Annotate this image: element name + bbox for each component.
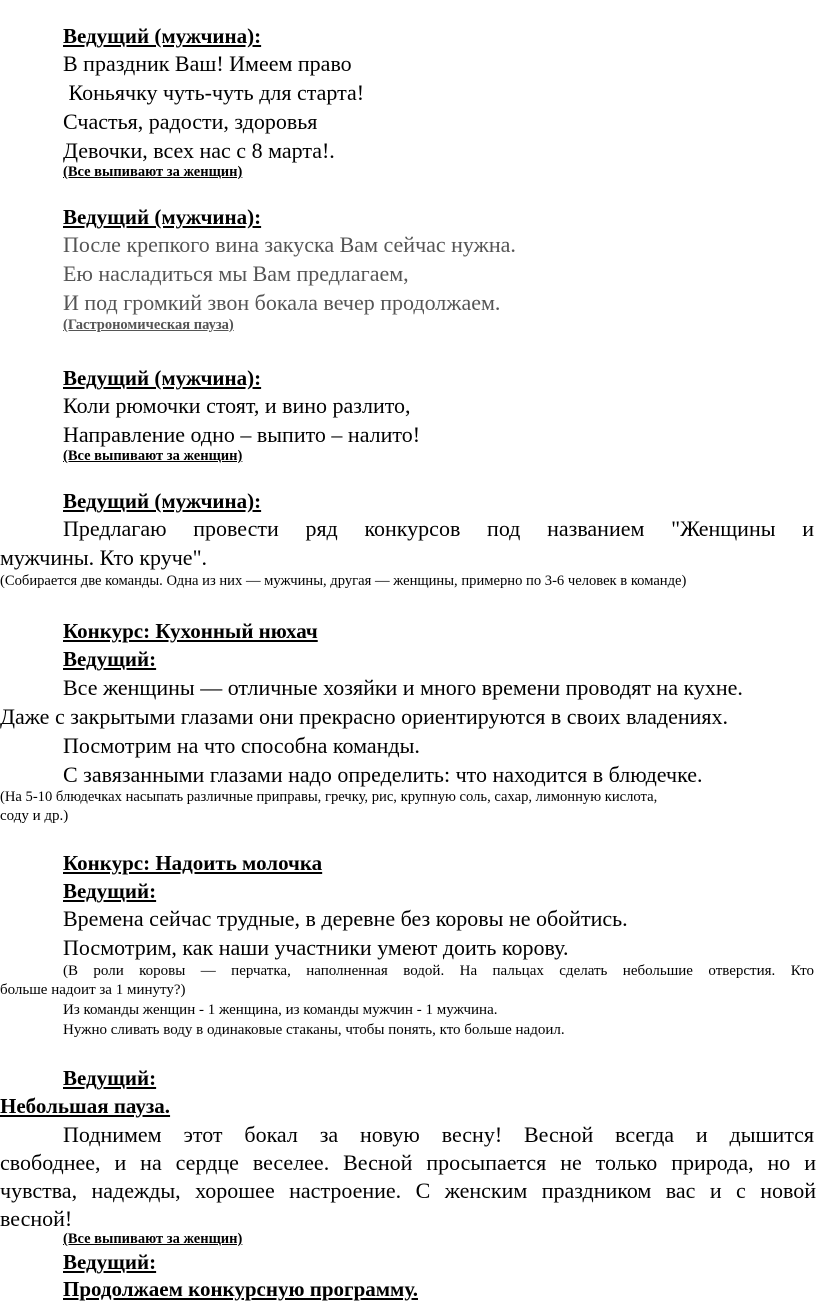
host-heading: Ведущий: bbox=[63, 1250, 157, 1274]
paragraph-line: чувства, надежды, хорошее настроение. С женским праздником вас и с новой bbox=[0, 1178, 816, 1203]
host-heading: Ведущий: bbox=[63, 1066, 157, 1090]
contest-title: Конкурс: Надоить молочка bbox=[63, 851, 323, 875]
verse-line: Счастья, радости, здоровья bbox=[63, 109, 318, 134]
paragraph-line: Посмотрим на что способна команды. bbox=[63, 733, 420, 758]
stage-note: Из команды женщин - 1 женщина, из команды мужчин - 1 мужчина. bbox=[63, 1002, 498, 1018]
paragraph-line: свободнее, и на сердце веселее. Весной просыпается не только природа, но и bbox=[0, 1150, 816, 1175]
host-heading: Ведущий (мужчина): bbox=[63, 366, 262, 390]
paragraph-line: Предлагаю провести ряд конкурсов под названием "Женщины и bbox=[63, 516, 814, 541]
host-heading: Ведущий: bbox=[63, 647, 157, 671]
stage-note: больше надоит за 1 минуту?) bbox=[0, 982, 186, 998]
stage-note: (Собирается две команды. Одна из них — мужчины, другая — женщины, примерно по 3-6 человек в команде) bbox=[0, 573, 687, 589]
paragraph-line: Времена сейчас трудные, в деревне без коровы не обойтись. bbox=[63, 906, 628, 931]
paragraph-line: Поднимем этот бокал за новую весну! Весной всегда и дышится bbox=[63, 1122, 814, 1147]
stage-note: (Все выпивают за женщин) bbox=[63, 164, 243, 180]
paragraph-line: весной! bbox=[0, 1206, 73, 1231]
stage-note: (Все выпивают за женщин) bbox=[63, 448, 243, 464]
verse-line: Девочки, всех нас с 8 марта!. bbox=[63, 138, 335, 163]
contest-title: Конкурс: Кухонный нюхач bbox=[63, 619, 318, 643]
stage-note: соду и др.) bbox=[0, 808, 69, 824]
host-heading: Ведущий (мужчина): bbox=[63, 205, 262, 229]
stage-note: Нужно сливать воду в одинаковые стаканы, чтобы понять, кто больше надоил. bbox=[63, 1022, 565, 1038]
paragraph-line: С завязанными глазами надо определить: что находится в блюдечке. bbox=[63, 762, 703, 787]
verse-line: В праздник Ваш! Имеем право bbox=[63, 51, 352, 76]
stage-note: (В роли коровы — перчатка, наполненная водой. На пальцах сделать небольшие отверстия. Кто bbox=[63, 963, 814, 979]
host-heading: Ведущий (мужчина): bbox=[63, 489, 262, 513]
verse-line: Направление одно – выпито – налито! bbox=[63, 422, 421, 447]
program-title: Продолжаем конкурсную программу. bbox=[63, 1277, 419, 1301]
stage-note: (На 5-10 блюдечках насыпать различные приправы, гречку, рис, крупную соль, сахар, лимонную кислота, bbox=[0, 789, 658, 805]
stage-note: (Гастрономическая пауза) bbox=[63, 317, 234, 333]
host-heading: Ведущий: bbox=[63, 879, 157, 903]
verse-line: Ею насладиться мы Вам предлагаем, bbox=[63, 261, 409, 286]
verse-line: И под громкий звон бокала вечер продолжаем. bbox=[63, 290, 501, 315]
host-heading: Ведущий (мужчина): bbox=[63, 24, 262, 48]
paragraph-line: Все женщины — отличные хозяйки и много времени проводят на кухне. bbox=[63, 675, 743, 700]
stage-note: (Все выпивают за женщин) bbox=[63, 1231, 243, 1247]
paragraph-line: Даже с закрытыми глазами они прекрасно ориентируются в своих владениях. bbox=[0, 704, 729, 729]
paragraph-line: Посмотрим, как наши участники умеют доить корову. bbox=[63, 935, 569, 960]
verse-line: Коньячку чуть-чуть для старта! bbox=[63, 80, 365, 105]
pause-title: Небольшая пауза. bbox=[0, 1094, 171, 1118]
verse-line: Коли рюмочки стоят, и вино разлито, bbox=[63, 393, 411, 418]
verse-line: После крепкого вина закуска Вам сейчас нужна. bbox=[63, 232, 516, 257]
paragraph-line: мужчины. Кто круче". bbox=[0, 545, 208, 570]
